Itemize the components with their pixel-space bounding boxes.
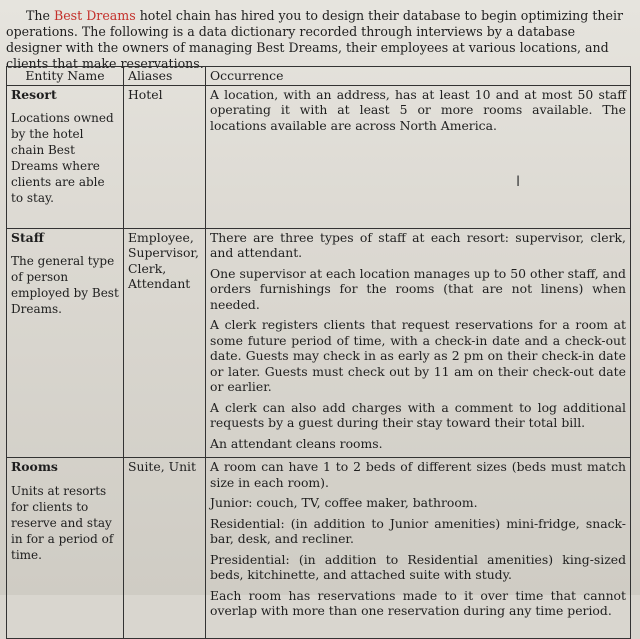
entity-description: Units at resorts for clients to reserve and stay in for a period of time. bbox=[11, 483, 114, 562]
table-row-resort bbox=[7, 85, 631, 228]
aliases-cell: Hotel bbox=[124, 85, 206, 228]
text-cursor-icon: I bbox=[516, 174, 521, 190]
occurrence-paragraph: A room can have 1 to 2 beds of different sizes (beds must match size in each room). bbox=[210, 459, 626, 490]
aliases-cell: Suite, Unit bbox=[124, 458, 206, 639]
entity-cell bbox=[7, 85, 124, 228]
header-aliases: Aliases bbox=[124, 67, 206, 86]
entity-name: Staff bbox=[11, 229, 44, 245]
table-row-rooms bbox=[7, 458, 631, 639]
intro-post: hotel chain has hired you to design their database to begin optimizing their operations. The following is a data dictionary recorded through interviews by a database designer with the owners of managing Best Dreams, their employees at various locations, and clients that make reservations. bbox=[6, 8, 624, 71]
occurrence-cell bbox=[206, 228, 631, 458]
occurrence-paragraph: A location, with an address, has at least 10 and at most 50 staff operating it with at least 5 or more rooms available. The locations available are across North America. bbox=[210, 86, 626, 133]
header-entity-name: Entity Name bbox=[7, 67, 124, 86]
intro-paragraph bbox=[6, 8, 632, 72]
occurrence-paragraph: A clerk can also add charges with a comment to log additional requests by a guest during their stay toward their total bill. bbox=[210, 399, 626, 430]
entity-description: Locations owned by the hotel chain Best Dreams where clients are able to stay. bbox=[11, 111, 114, 205]
header-occurrence: Occurrence bbox=[206, 67, 631, 86]
entity-cell bbox=[7, 228, 124, 458]
occurrence-paragraph: Junior: couch, TV, coffee maker, bathroom. bbox=[210, 495, 478, 510]
occurrence-paragraph: A clerk registers clients that request reservations for a room at some future period of time, with a check-in date and a check-out date. Guests may check in as early as 2 pm on their check-in date or later. Guests must check out by 11 am on their check-out date or earlier. bbox=[210, 317, 626, 394]
occurrence-paragraph: An attendant cleans rooms. bbox=[210, 435, 383, 451]
occurrence-cell bbox=[206, 458, 631, 639]
occurrence-paragraph: Residential: (in addition to Junior amenities) mini-fridge, snack-bar, desk, and recliner. bbox=[210, 515, 626, 546]
occurrence-paragraph: One supervisor at each location manages up to 50 other staff, and orders furnishings for the rooms (that are not linens) when needed. bbox=[210, 265, 626, 312]
table-row-staff bbox=[7, 228, 631, 458]
occurrence-paragraph: Each room has reservations made to it over time that cannot overlap with more than one reservation during any time period. bbox=[210, 587, 626, 618]
occurrence-paragraph: There are three types of staff at each resort: supervisor, clerk, and attendant. bbox=[210, 229, 626, 260]
entity-cell bbox=[7, 458, 124, 639]
entity-description: The general type of person employed by Best Dreams. bbox=[11, 254, 119, 316]
entity-name: Resort bbox=[11, 86, 57, 102]
table-header-row bbox=[7, 67, 631, 86]
entity-name: Rooms bbox=[11, 459, 58, 474]
brand-name: Best Dreams bbox=[53, 8, 136, 23]
aliases-cell: Employee, Supervisor, Clerk, Attendant bbox=[124, 228, 206, 458]
intro-pre: The bbox=[26, 8, 54, 23]
data-dictionary-table bbox=[6, 66, 631, 639]
occurrence-cell bbox=[206, 85, 631, 228]
occurrence-paragraph: Presidential: (in addition to Residential amenities) king-sized beds, kitchinette, and attached suite with study. bbox=[210, 551, 626, 582]
